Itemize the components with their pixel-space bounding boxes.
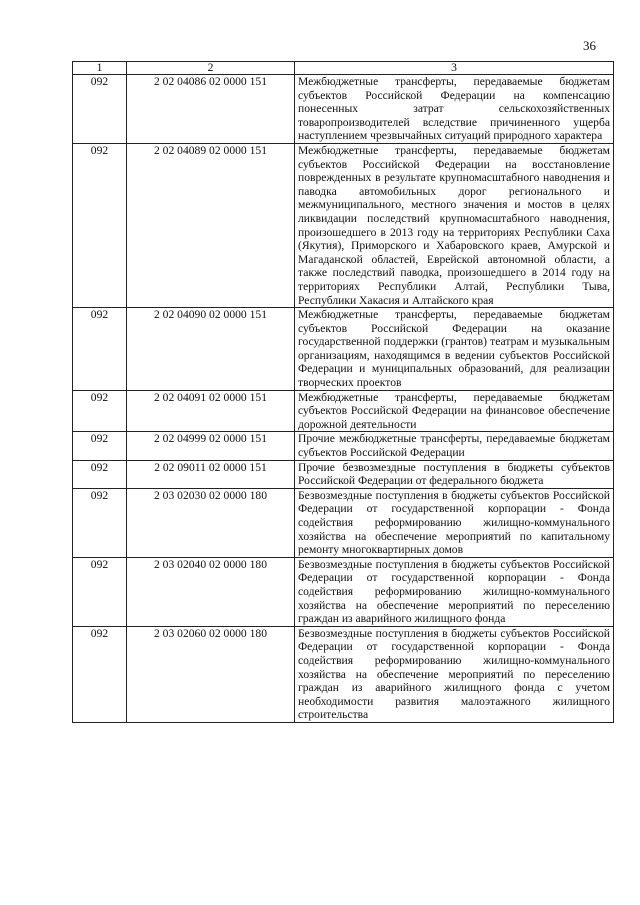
budget-codes-table bbox=[72, 61, 614, 723]
table-row bbox=[73, 488, 614, 557]
admin-code-cell: 092 bbox=[73, 308, 127, 391]
budget-code-cell: 2 02 04999 02 0000 151 bbox=[127, 432, 295, 460]
budget-code-cell: 2 03 02040 02 0000 180 bbox=[127, 557, 295, 626]
column-header-2: 2 bbox=[127, 62, 295, 75]
admin-code-cell: 092 bbox=[73, 143, 127, 307]
admin-code-cell: 092 bbox=[73, 626, 127, 722]
table-row bbox=[73, 75, 614, 144]
budget-code-cell: 2 02 04089 02 0000 151 bbox=[127, 143, 295, 307]
budget-code-cell: 2 03 02060 02 0000 180 bbox=[127, 626, 295, 722]
budget-code-cell: 2 02 09011 02 0000 151 bbox=[127, 460, 295, 488]
admin-code-cell: 092 bbox=[73, 432, 127, 460]
description-cell: Межбюджетные трансферты, передаваемые бюджетам субъектов Российской Федерации на оказание государственной поддержки (грантов) театрам и музыкальным организациям, находящимся в ведении субъектов Российской Федерации и муниципальных образований, для реализации творческих проектов bbox=[295, 308, 614, 391]
description-cell: Безвозмездные поступления в бюджеты субъектов Российской Федерации от государственной корпорации - Фонда содействия реформированию жилищно-коммунального хозяйства на обеспечение мероприятий по капитальному ремонту многоквартирных домов bbox=[295, 488, 614, 557]
table-header-row bbox=[73, 62, 614, 75]
table-row bbox=[73, 308, 614, 391]
admin-code-cell: 092 bbox=[73, 557, 127, 626]
column-header-1: 1 bbox=[73, 62, 127, 75]
table-row bbox=[73, 390, 614, 432]
admin-code-cell: 092 bbox=[73, 460, 127, 488]
table-row bbox=[73, 460, 614, 488]
budget-code-cell: 2 02 04091 02 0000 151 bbox=[127, 390, 295, 432]
table-row bbox=[73, 626, 614, 722]
description-cell: Безвозмездные поступления в бюджеты субъектов Российской Федерации от государственной корпорации - Фонда содействия реформированию жилищно-коммунального хозяйства на обеспечение мероприятий по переселению граждан из аварийного жилищного фонда с учетом необходимости развития малоэтажного жилищного строительства bbox=[295, 626, 614, 722]
table-row bbox=[73, 143, 614, 307]
table-row bbox=[73, 432, 614, 460]
description-cell: Безвозмездные поступления в бюджеты субъектов Российской Федерации от государственной корпорации - Фонда содействия реформированию жилищно-коммунального хозяйства на обеспечение мероприятий по переселению граждан из аварийного жилищного фонда bbox=[295, 557, 614, 626]
table-row bbox=[73, 557, 614, 626]
column-header-3: 3 bbox=[295, 62, 614, 75]
budget-code-cell: 2 02 04086 02 0000 151 bbox=[127, 75, 295, 144]
admin-code-cell: 092 bbox=[73, 488, 127, 557]
admin-code-cell: 092 bbox=[73, 75, 127, 144]
description-cell: Прочие безвозмездные поступления в бюджеты субъектов Российской Федерации от федерального бюджета bbox=[295, 460, 614, 488]
budget-code-cell: 2 03 02030 02 0000 180 bbox=[127, 488, 295, 557]
description-cell: Межбюджетные трансферты, передаваемые бюджетам субъектов Российской Федерации на финансовое обеспечение дорожной деятельности bbox=[295, 390, 614, 432]
page-number: 36 bbox=[583, 38, 596, 53]
description-cell: Прочие межбюджетные трансферты, передаваемые бюджетам субъектов Российской Федерации bbox=[295, 432, 614, 460]
description-cell: Межбюджетные трансферты, передаваемые бюджетам субъектов Российской Федерации на восстановление поврежденных в результате крупномасштабного наводнения и паводка автомобильных дорог регионального и межмуниципального, местного значения и мостов в целях ликвидации последствий крупномасштабного наводнения, произошедшего в 2013 году на территориях Республики Саха (Якутия), Приморского и Хабаровского краев, Амурской и Магаданской областей, Еврейской автономной области, а также последствий паводка, произошедшего в 2014 году на территориях Республики Алтай, Республики Тыва, Республики Хакасия и Алтайского края bbox=[295, 143, 614, 307]
description-cell: Межбюджетные трансферты, передаваемые бюджетам субъектов Российской Федерации на компенсацию понесенных затрат сельскохозяйственных товаропроизводителей вследствие причиненного ущерба наступлением чрезвычайных ситуаций природного характера bbox=[295, 75, 614, 144]
admin-code-cell: 092 bbox=[73, 390, 127, 432]
budget-code-cell: 2 02 04090 02 0000 151 bbox=[127, 308, 295, 391]
